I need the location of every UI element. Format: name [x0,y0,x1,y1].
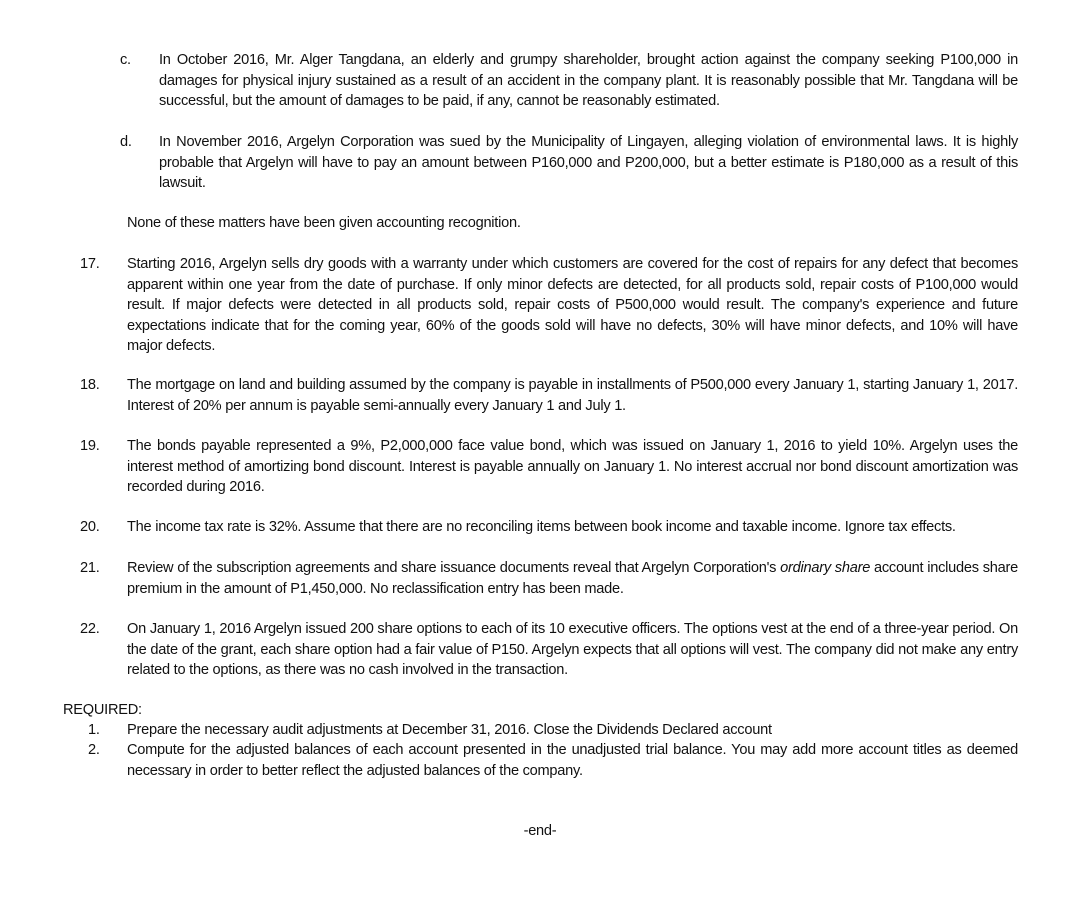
item-number: 22. [80,621,100,637]
sub-item-text: In October 2016, Mr. Alger Tangdana, an elderly and grumpy shareholder, brought action against the company seeking P100,000 in damages for physical injury sustained as a result of an accident in the company plant. It is reasonably possible that Mr. Tangdana will be successful, but the amount of damages to be paid, if any, cannot be reasonably estimated. [159,52,1018,109]
item-text [127,558,1018,599]
item-number: 17. [80,256,100,272]
item-text: The income tax rate is 32%. Assume that there are no reconciling items between book income and taxable income. Ignore tax effects. [127,519,956,535]
item-number: 18. [80,377,100,393]
item-number: 20. [80,519,100,535]
sub-item-label: d. [120,134,132,150]
required-number: 2. [88,742,100,758]
note-text: None of these matters have been given accounting recognition. [127,215,521,231]
item-text-emphasis: ordinary share [780,560,871,576]
item-text: The bonds payable represented a 9%, P2,000,000 face value bond, which was issued on January 1, 2016 to yield 10%. Argelyn uses the interest method of amortizing bond discount. Interest is payable annually on January 1. No interest accrual nor bond discount amortization was recorded during 2016. [127,438,1018,495]
item-number: 19. [80,438,100,454]
sub-item-label: c. [120,52,131,68]
item-text: The mortgage on land and building assumed by the company is payable in installments of P500,000 every January 1, starting January 1, 2017. Interest of 20% per annum is payable semi-annually every January 1 and July 1. [127,377,1018,414]
end-marker: -end- [523,823,557,839]
required-number: 1. [88,722,100,738]
required-text: Prepare the necessary audit adjustments at December 31, 2016. Close the Dividends Declared account [127,722,772,738]
required-heading: REQUIRED: [63,702,142,718]
item-text: On January 1, 2016 Argelyn issued 200 share options to each of its 10 executive officers. The options vest at the end of a three-year period. On the date of the grant, each share option had a fair value of P150. Argelyn expects that all options will vest. The company did not make any entry related to the options, as there was no cash involved in the transaction. [127,621,1018,678]
item-text: Starting 2016, Argelyn sells dry goods with a warranty under which customers are covered for the cost of repairs for any defect that becomes apparent within one year from the date of purchase. If only minor defects are detected, for all products sold, repair costs of P100,000 would result. If major defects were detected in all products sold, repair costs of P500,000 would result. The company's experience and future expectations indicate that for the coming year, 60% of the goods sold will have no defects, 30% will have minor defects, and 10% will have major defects. [127,256,1018,354]
item-text-part: Review of the subscription agreements and share issuance documents reveal that Argelyn Corporation's [127,560,781,576]
item-number: 21. [80,560,100,576]
item-text-part: account includes share premium in the amount of P1,450,000. No reclassification entry has been made. [127,560,1018,597]
required-text: Compute for the adjusted balances of each account presented in the unadjusted trial balance. You may add more account titles as deemed necessary in order to better reflect the adjusted balances of the company. [127,742,1018,779]
sub-item-text: In November 2016, Argelyn Corporation was sued by the Municipality of Lingayen, alleging violation of environmental laws. It is highly probable that Argelyn will have to pay an amount between P160,000 and P200,000, but a better estimate is P180,000 as a result of this lawsuit. [159,134,1018,191]
